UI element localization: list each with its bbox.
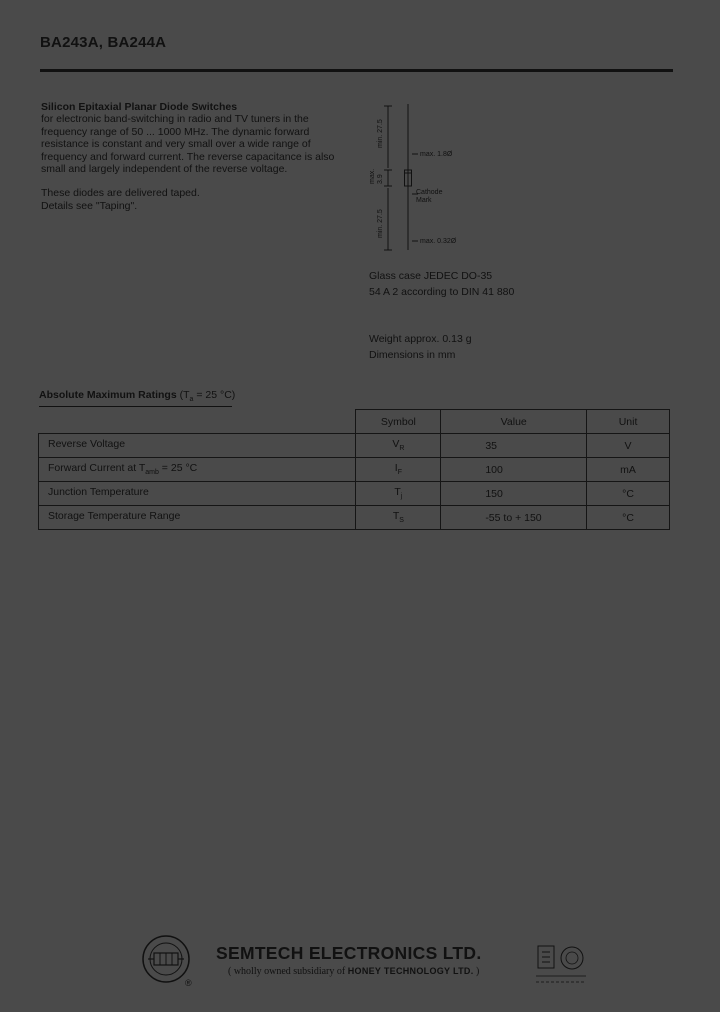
unit-cell: °C bbox=[587, 482, 670, 506]
value-cell: 35 bbox=[441, 434, 587, 458]
package-standard: 54 A 2 according to DIN 41 880 bbox=[369, 286, 515, 298]
description-line: for electronic band-switching in radio and TV tuners in the bbox=[41, 113, 309, 126]
unit-cell: V bbox=[587, 434, 670, 458]
delivery-note: Details see "Taping". bbox=[41, 199, 138, 212]
package-dimensions-unit: Dimensions in mm bbox=[369, 349, 456, 361]
dim-body-max-text: max. bbox=[369, 168, 376, 184]
description-line: frequency range of 50 ... 1000 MHz. The dynamic forward bbox=[41, 125, 310, 138]
cathode-label: Cathode bbox=[416, 189, 443, 196]
description-block bbox=[41, 101, 351, 212]
value-cell: 150 bbox=[441, 482, 587, 506]
header-parameter bbox=[39, 410, 356, 434]
ratings-title-text: Absolute Maximum Ratings bbox=[39, 389, 177, 401]
param-cell: Storage Temperature Range bbox=[39, 506, 356, 530]
dim-bottom-text: min. 27.5 bbox=[377, 209, 384, 238]
document-title: BA243A, BA244A bbox=[40, 34, 167, 51]
delivery-note: These diodes are delivered taped. bbox=[41, 187, 200, 200]
value-cell: 100 bbox=[441, 458, 587, 482]
ratings-table bbox=[38, 409, 670, 530]
diode-dimension-drawing bbox=[360, 100, 490, 260]
header-value: Value bbox=[441, 410, 587, 434]
package-weight: Weight approx. 0.13 g bbox=[369, 333, 472, 345]
ratings-title bbox=[39, 389, 235, 403]
symbol-cell: $I_F$ bbox=[356, 458, 441, 482]
unit-cell: mA bbox=[587, 458, 670, 482]
ratings-condition: ($T_a = 25$ °C) bbox=[179, 389, 236, 404]
table-row bbox=[39, 458, 670, 482]
value-cell: -55 to + 150 bbox=[441, 506, 587, 530]
lead-diameter-label: max. 0.32Ø bbox=[420, 238, 457, 245]
header-symbol: Symbol bbox=[356, 410, 441, 434]
table-row bbox=[39, 482, 670, 506]
param-cell: Forward Current at $T_{amb} = 25$ °C bbox=[39, 458, 356, 482]
cathode-mark-label: Mark bbox=[416, 197, 432, 204]
dim-body-text: 3.9 bbox=[377, 174, 384, 184]
header-unit: Unit bbox=[587, 410, 670, 434]
description-heading: Silicon Epitaxial Planar Diode Switches bbox=[41, 101, 238, 113]
body-diameter-label: max. 1.8Ø bbox=[420, 151, 453, 158]
description-line: frequency and forward current. The reverse capacitance is also bbox=[41, 150, 335, 163]
param-cell: Junction Temperature bbox=[39, 482, 356, 506]
registered-mark: ® bbox=[185, 978, 192, 988]
dim-top-text: min. 27.5 bbox=[377, 119, 384, 148]
description-line: small and largely independent of the reverse voltage. bbox=[41, 163, 288, 176]
semtech-logo bbox=[141, 934, 191, 984]
company-subsidiary-line: ( wholly owned subsidiary of HONEY TECHNOLOGY LTD. ) bbox=[228, 966, 480, 977]
table-header-row bbox=[39, 410, 670, 434]
symbol-cell: $T_S$ bbox=[356, 506, 441, 530]
certification-logo bbox=[532, 944, 590, 988]
company-name: SEMTECH ELECTRONICS LTD. bbox=[216, 943, 482, 963]
package-case: Glass case JEDEC DO-35 bbox=[369, 270, 493, 282]
parent-company: HONEY TECHNOLOGY LTD. bbox=[347, 966, 474, 976]
table-row bbox=[39, 506, 670, 530]
param-cell: Reverse Voltage bbox=[39, 434, 356, 458]
symbol-cell: $T_j$ bbox=[356, 482, 441, 506]
ratings-title-rule bbox=[39, 406, 232, 407]
symbol-cell: $V_R$ bbox=[356, 434, 441, 458]
unit-cell: °C bbox=[587, 506, 670, 530]
description-line: resistance is constant and very small over a wide range of bbox=[41, 138, 311, 151]
title-rule bbox=[40, 69, 673, 72]
table-row bbox=[39, 434, 670, 458]
